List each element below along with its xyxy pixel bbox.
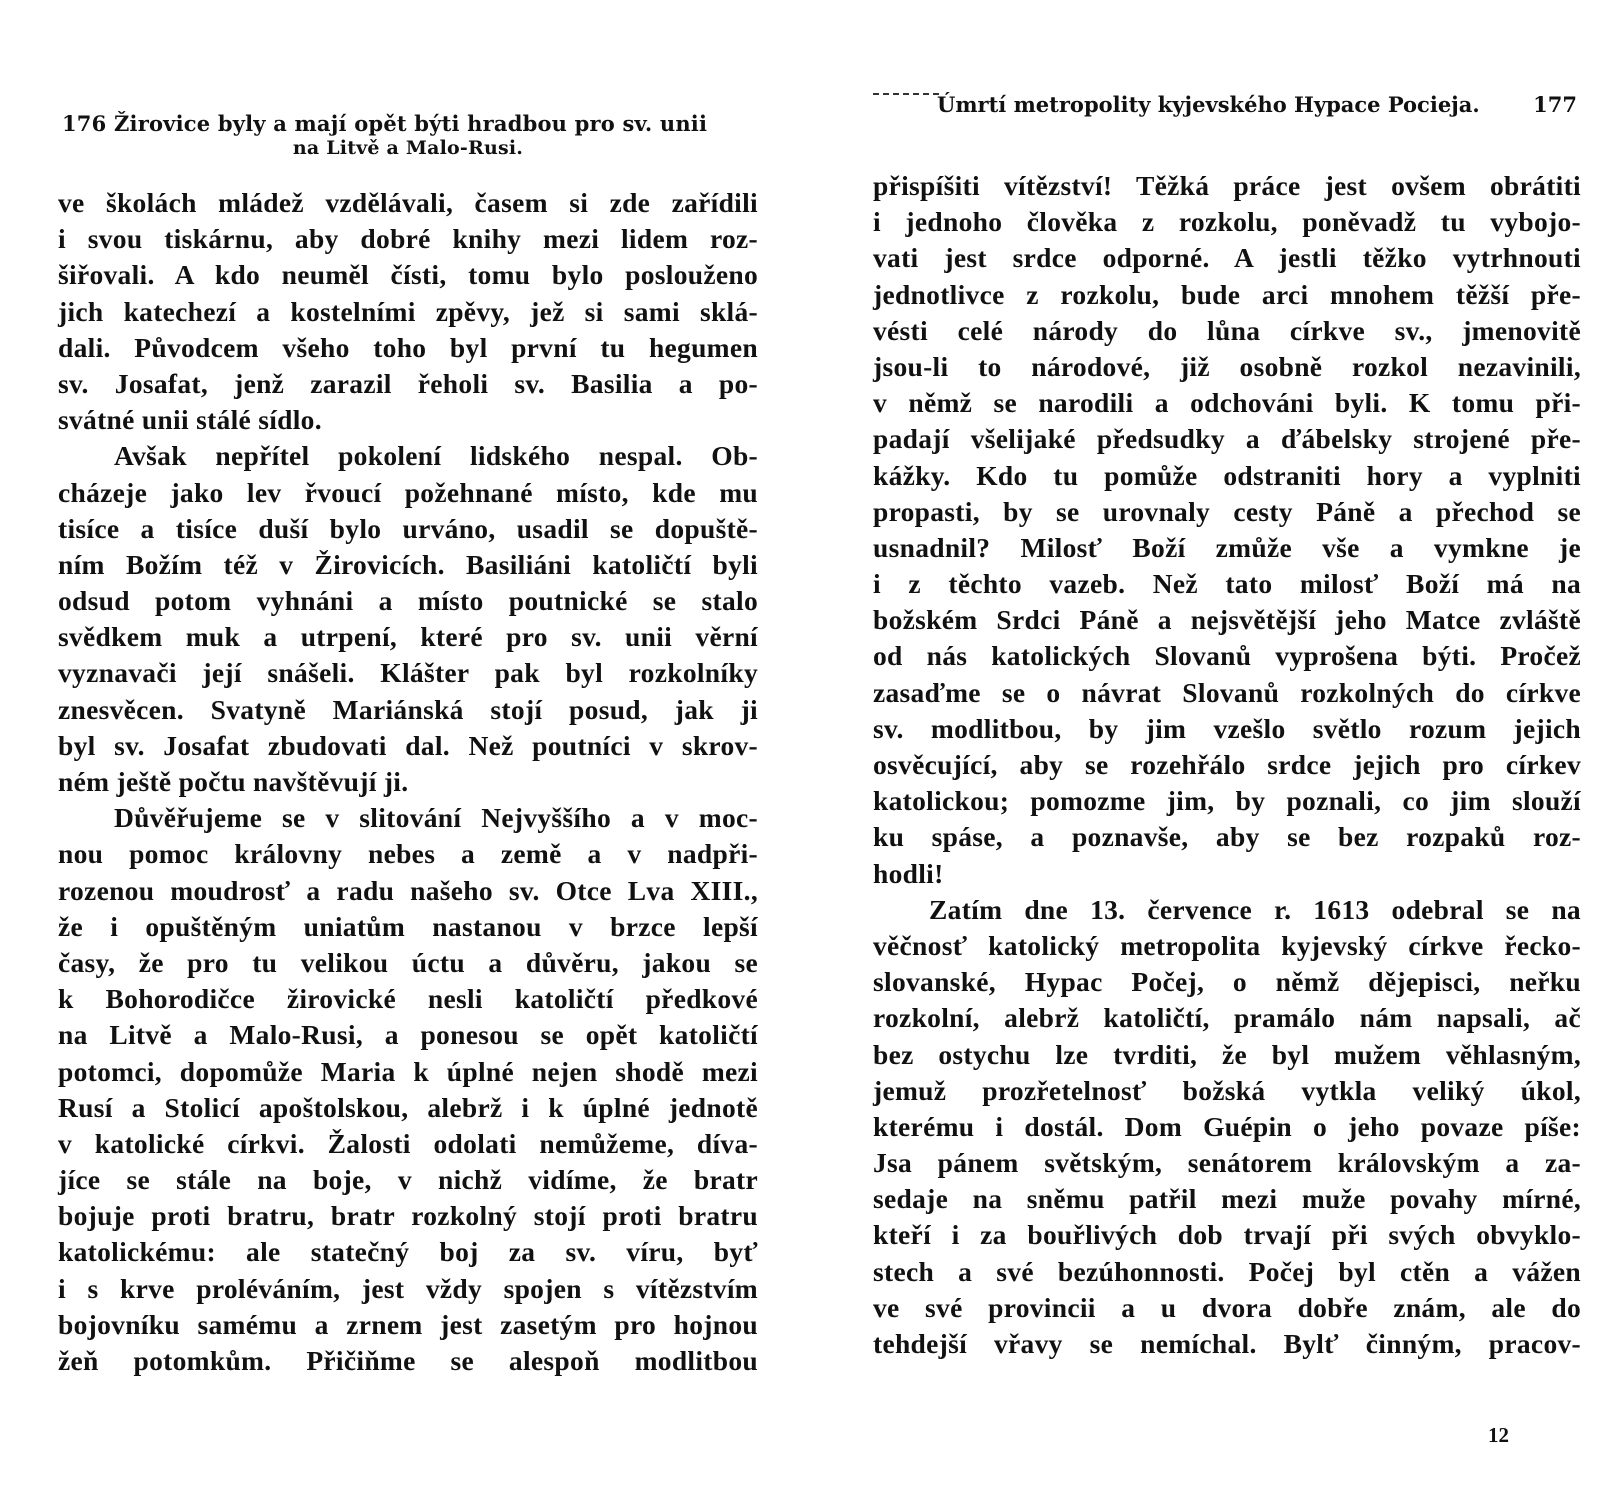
text-line: usnadnil? Milosť Boží zmůže vše a vymkne je: [873, 531, 1581, 563]
text-line: padají všelijaké předsudky a ďábelsky strojené pře-: [873, 423, 1581, 455]
text-line: nou pomoc královny nebes a země a v nadpři-: [58, 838, 758, 870]
text-line: vyznavači její snášeli. Klášter pak byl rozkolníky: [58, 657, 758, 689]
text-line: sedaje na sněmu patřil mezi muže povahy mírné,: [873, 1183, 1581, 1215]
text-line: ním Božím též v Žirovicích. Basiliáni katoličtí byli: [58, 548, 758, 580]
signature-mark: 12: [1488, 1423, 1509, 1447]
text-line: dali. Původcem všeho toho byl první tu hegumen: [58, 331, 758, 363]
text-line: ku spáse, a poznavše, aby se bez rozpaků roz-: [873, 821, 1581, 853]
text-line: žeň potomkům. Přičiňme se alespoň modlitbou: [58, 1345, 758, 1376]
text-line: šiřovali. A kdo neuměl čísti, tomu bylo poslouženo: [58, 259, 758, 291]
text-line: časy, že pro tu velikou úctu a důvěru, jakou se: [58, 946, 758, 978]
text-line: tehdejší vřavy se nemíchal. Bylť činným, pracov-: [873, 1328, 1581, 1359]
text-line: slovanské, Hypac Počej, o němž dějepisci, neřku: [873, 966, 1581, 998]
text-line: i s krve proléváním, jest vždy spojen s vítězstvím: [58, 1272, 758, 1304]
text-line: v němž se narodili a odchováni byli. K tomu při-: [873, 387, 1581, 419]
text-line: katolickou; pomozme jim, by poznali, co jim slouží: [873, 785, 1581, 817]
text-line: božském Srdci Páně a nejsvětější jeho Matce zvláště: [873, 604, 1581, 636]
text-line: sv. Josafat, jenž zarazil řeholi sv. Basilia a po-: [58, 367, 758, 399]
text-line: propasti, by se urovnaly cesty Páně a přechod se: [873, 495, 1581, 527]
text-line: v katolické církvi. Žalosti odolati nemůžeme, díva-: [58, 1127, 758, 1159]
text-line: že i opuštěným uniatům nastanou v brzce lepší: [58, 910, 758, 942]
text-line: odsud potom vyhnáni a místo poutnické se stalo: [58, 585, 758, 617]
text-line: od nás katolických Slovanů vyprošena býti. Pročež: [873, 640, 1581, 672]
text-line: Jsa pánem světským, senátorem královským a za-: [873, 1147, 1581, 1179]
text-line: Důvěřujeme se v slitování Nejvyššího a v moc-: [114, 802, 758, 834]
text-line: Rusí a Stolicí apoštolskou, alebrž i k úplné jednotě: [58, 1091, 758, 1123]
text-line: stech a své bezúhonnosti. Počej byl ctěn a vážen: [873, 1255, 1581, 1287]
text-line: i svou tiskárnu, aby dobré knihy mezi lidem roz-: [58, 223, 758, 255]
text-line: vati jest srdce odporné. A jestli těžko vytrhnouti: [873, 242, 1581, 274]
text-line: bojuje proti bratru, bratr rozkolný stojí proti bratru: [58, 1200, 758, 1232]
running-title-line2: na Litvě a Malo-Rusi.: [292, 137, 524, 159]
page-number-right: 177: [1533, 92, 1577, 117]
left-body-text: [58, 185, 758, 1379]
text-line: rozenou moudrosť a radu našeho sv. Otce Lva XIII.,: [58, 874, 758, 906]
text-line: věčnosť katolický metropolita kyjevský církve řecko-: [873, 929, 1581, 961]
text-line: osvěcující, aby se rozehřálo srdce jejich pro církev: [873, 749, 1581, 780]
text-line: ve své provincii a u dvora dobře znám, ale do: [873, 1291, 1581, 1323]
print-smudge: [873, 93, 939, 105]
text-line: byl sv. Josafat zbudovati dal. Než poutníci v skrov-: [58, 729, 758, 761]
text-line: cházeje jako lev řvoucí požehnané místo, kde mu: [58, 476, 758, 508]
text-line: zasaďme se o návrat Slovanů rozkolných do církve: [873, 676, 1581, 708]
text-line: kteří i za bouřlivých dob trvají při svých obvyklo-: [873, 1219, 1581, 1251]
text-line: k Bohorodičce žirovické nesli katoličtí předkové: [58, 983, 758, 1015]
text-line: jíce se stále na boje, v nichž vidíme, že bratr: [58, 1164, 758, 1196]
text-line: svědkem muk a utrpení, které pro sv. unii věrní: [58, 621, 758, 653]
right-page: [873, 0, 1581, 1501]
text-line: jich katechezí a kostelními zpěvy, jež si sami sklá-: [58, 295, 758, 327]
text-line: i jednoho člověka z rozkolu, poněvadž tu vybojo-: [873, 206, 1581, 238]
text-line: přispíšiti vítězství! Těžká práce jest ovšem obrátiti: [873, 170, 1581, 201]
text-line: hodli!: [873, 857, 944, 889]
text-line: rozkolní, alebrž katoličtí, pramálo nám napsali, ač: [873, 1002, 1581, 1034]
text-line: tisíce a tisíce duší bylo urváno, usadil se dopuště-: [58, 512, 758, 544]
text-line: Avšak nepřítel pokolení lidského nespal. Ob-: [114, 440, 758, 472]
text-line: i z těchto vazeb. Než tato milosť Boží má na: [873, 568, 1581, 600]
text-line: jednotlivce z rozkolu, bude arci mnohem těžší pře-: [873, 278, 1581, 310]
text-line: kterému i dostál. Dom Guépin o jeho povaze píše:: [873, 1110, 1581, 1142]
text-line: svátné unii stálé sídlo.: [58, 404, 322, 436]
text-line: bez ostychu lze tvrditi, že byl mužem věhlasným,: [873, 1038, 1581, 1070]
text-line: bojovníku samému a zrnem jest zasetým pro hojnou: [58, 1308, 758, 1340]
right-body-text: [873, 168, 1581, 1362]
text-line: na Litvě a Malo-Rusi, a ponesou se opět katoličtí: [58, 1019, 758, 1051]
left-page: [50, 0, 762, 1501]
running-title-line1: Žirovice byly a mají opět býti hradbou pro sv. unii: [114, 111, 708, 136]
text-line: Zatím dne 13. července r. 1613 odebral se na: [929, 893, 1581, 925]
text-line: znesvěcen. Svatyně Mariánská stojí posud, jak ji: [58, 693, 758, 725]
text-line: kážky. Kdo tu pomůže odstraniti hory a vyplniti: [873, 459, 1581, 491]
running-header-left: [58, 112, 758, 160]
page-number-left: 176: [62, 111, 107, 136]
running-title-right: Úmrtí metropolity kyjevského Hypace Pocieja.: [937, 92, 1480, 117]
text-line: jemuž prozřetelnosť božská vytkla veliký úkol,: [873, 1074, 1581, 1106]
text-line: katolickému: ale statečný boj za sv. víru, byť: [58, 1236, 758, 1268]
text-line: vésti celé národy do lůna církve sv., jmenovitě: [873, 314, 1581, 346]
text-line: potomci, dopomůže Maria k úplné nejen shodě mezi: [58, 1055, 758, 1087]
text-line: ném ještě počtu navštěvují ji.: [58, 766, 409, 797]
text-line: sv. modlitbou, by jim vzešlo světlo rozum jejich: [873, 712, 1581, 744]
text-line: jsou-li to národové, již osobně rozkol nezavinili,: [873, 350, 1581, 382]
text-line: ve školách mládež vzdělávali, časem si zde zařídili: [58, 187, 758, 218]
